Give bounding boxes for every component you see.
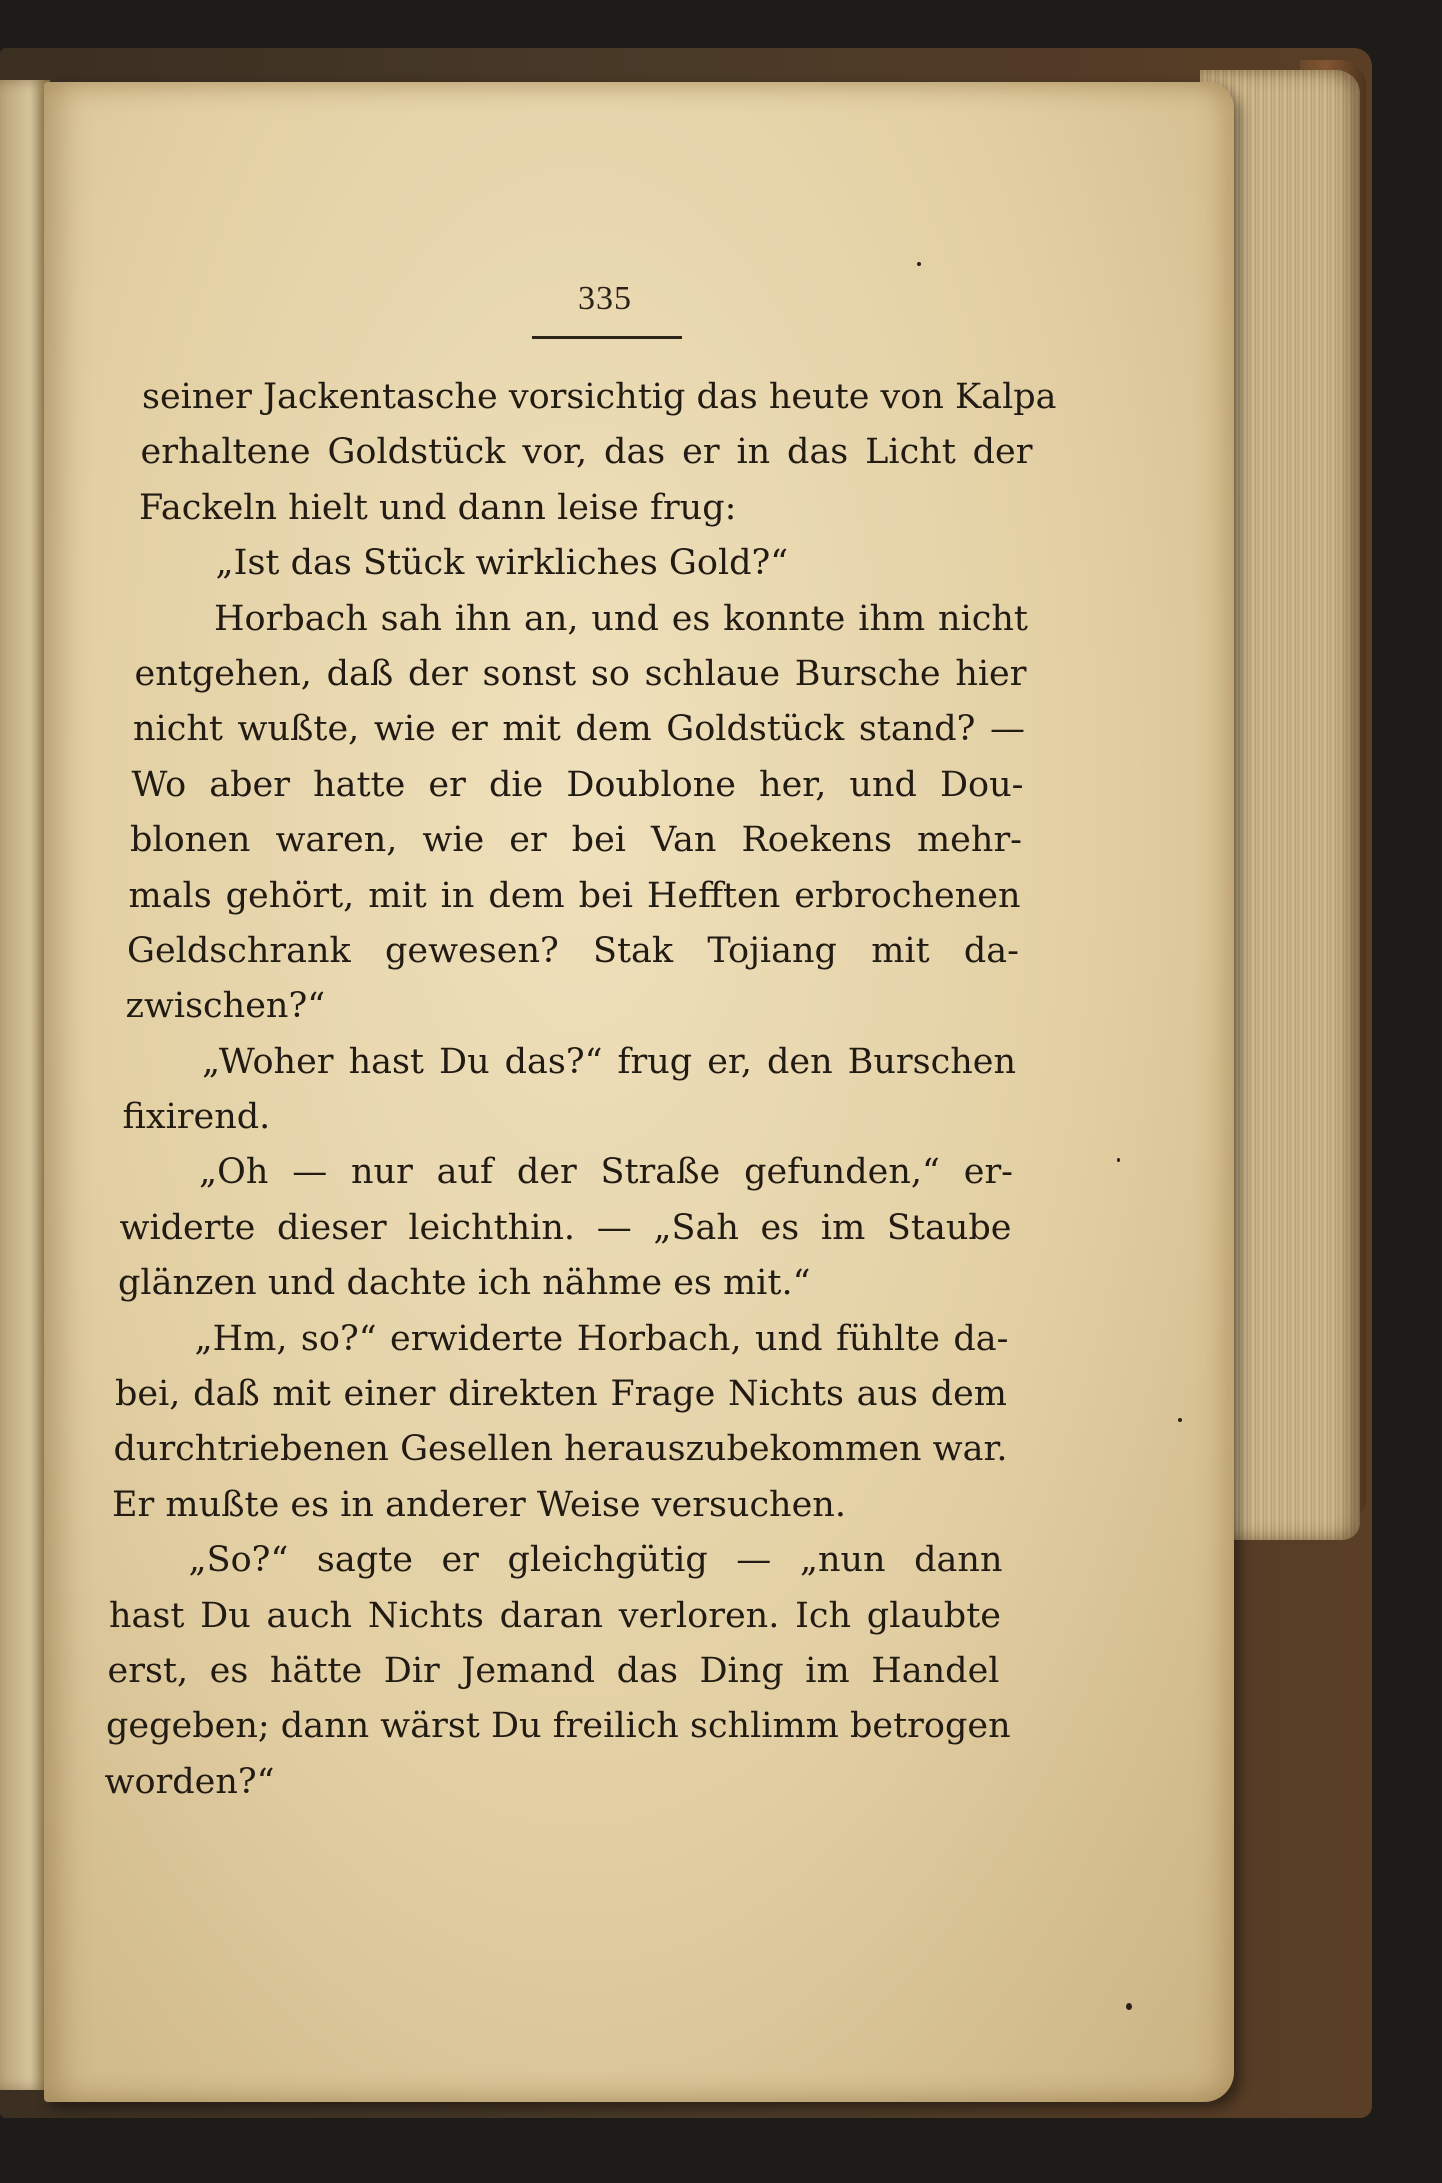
text-line: „Ist das Stück wirkliches Gold?“ [215, 543, 789, 584]
text-line: Er mußte es in anderer Weise versuchen. [112, 1484, 846, 1525]
text-line: mals gehört, mit in dem bei Hefften erbrochenen [128, 875, 1021, 916]
text-line: Fackeln hielt und dann leise frug: [139, 487, 737, 528]
text-line: Horbach sah ihn an, und es konnte ihm nicht [214, 598, 1028, 639]
text-line: erhaltene Goldstück vor, das er in das Licht der [140, 432, 1033, 473]
text-line: hast Du auch Nichts daran verloren. Ich glaubte [109, 1595, 1001, 1636]
text-line: blonen waren, wie er bei Van Roekens mehr- [130, 820, 1022, 861]
text-line: gegeben; dann wärst Du freilich schlimm betrogen [106, 1706, 1011, 1747]
page-number: 335 [578, 280, 632, 317]
text-line: fixirend. [122, 1097, 271, 1138]
page-number-rule [532, 336, 682, 339]
text-line: glänzen und dachte ich nähme es mit.“ [118, 1263, 811, 1304]
text-line: „So?“ sagte er gleichgütig — „nun dann [188, 1540, 1003, 1581]
text-line: Geldschrank gewesen? Stak Tojiang mit da- [127, 930, 1019, 971]
text-line: erst, es hätte Dir Jemand das Ding im Handel [107, 1650, 1000, 1691]
text-line: worden?“ [104, 1761, 275, 1802]
text-line: Wo aber hatte er die Doublone her, und Dou- [131, 764, 1024, 805]
text-line: bei, daß mit einer direkten Frage Nichts aus dem [115, 1374, 1007, 1415]
paper-speck [917, 262, 921, 266]
paper-speck [1126, 2003, 1132, 2010]
paper-speck [1178, 1418, 1182, 1422]
text-line: zwischen?“ [125, 986, 326, 1027]
text-line: durchtriebenen Gesellen herauszubekommen war. [113, 1429, 1008, 1470]
left-page-edge [0, 80, 50, 2090]
text-line: „Hm, so?“ erwiderte Horbach, und fühlte da- [194, 1318, 1009, 1359]
text-line: entgehen, daß der sonst so schlaue Bursche hier [134, 653, 1027, 694]
page-text [104, 370, 1057, 1810]
text-line: nicht wußte, wie er mit dem Goldstück stand? — [133, 709, 1025, 750]
text-line: „Oh — nur auf der Straße gefunden,“ er- [199, 1152, 1013, 1193]
text-line: „Woher hast Du das?“ frug er, den Burschen [202, 1041, 1016, 1082]
text-line: seiner Jackentasche vorsichtig das heute von Kalpa [142, 377, 1057, 417]
text-line: widerte dieser leichthin. — „Sah es im Staube [119, 1207, 1012, 1248]
paper-speck [1117, 1158, 1120, 1162]
